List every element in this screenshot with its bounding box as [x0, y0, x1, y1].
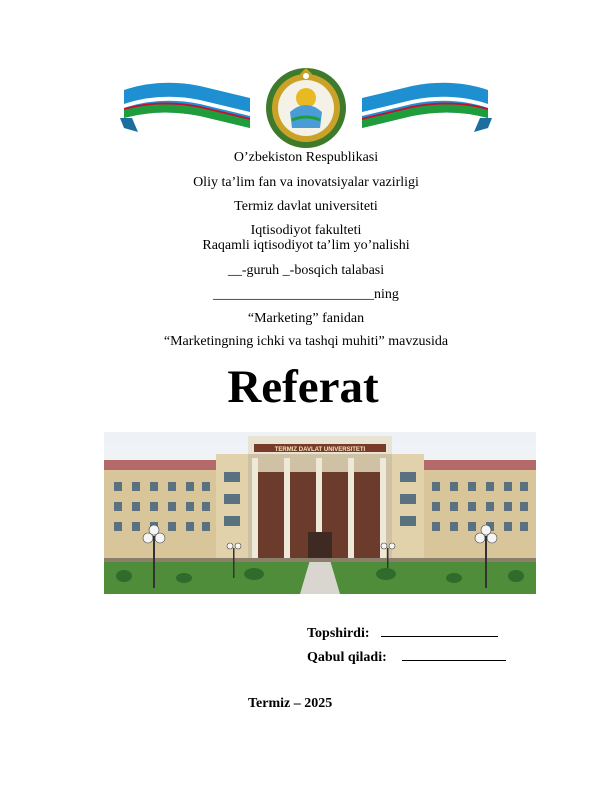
subject-line: “Marketing” fanidan — [247, 311, 365, 326]
accepted-by-row — [307, 648, 506, 666]
document-title: Referat — [227, 361, 379, 413]
submitted-by-label: Topshirdi: — [307, 626, 370, 641]
accepted-by-blank — [402, 648, 506, 661]
submitted-by-row — [307, 624, 498, 642]
state-emblem-icon — [120, 68, 492, 150]
accepted-by-label: Qabul qiladi: — [307, 650, 387, 665]
place-year: Termiz – 2025 — [248, 696, 333, 711]
student-name-line: _______________________ning — [213, 287, 399, 302]
country-name: O’zbekiston Respublikasi — [233, 150, 379, 165]
group-line: __-guruh _-bosqich talabasi — [227, 263, 385, 278]
ministry-name: Oliy ta’lim fan va inovatsiyalar vazirligi — [193, 175, 419, 190]
program-name: Raqamli iqtisodiyot ta’lim yo’nalishi — [202, 238, 410, 253]
submitted-by-blank — [381, 624, 498, 637]
building-sign: TERMIZ DAVLAT UNIVERSITETI — [274, 447, 366, 453]
faculty-name: Iqtisodiyot fakulteti — [250, 223, 362, 238]
university-building-image — [104, 432, 536, 594]
university-name: Termiz davlat universiteti — [234, 199, 378, 214]
topic-line: “Marketingning ichki va tashqi muhiti” mavzusida — [163, 334, 449, 349]
